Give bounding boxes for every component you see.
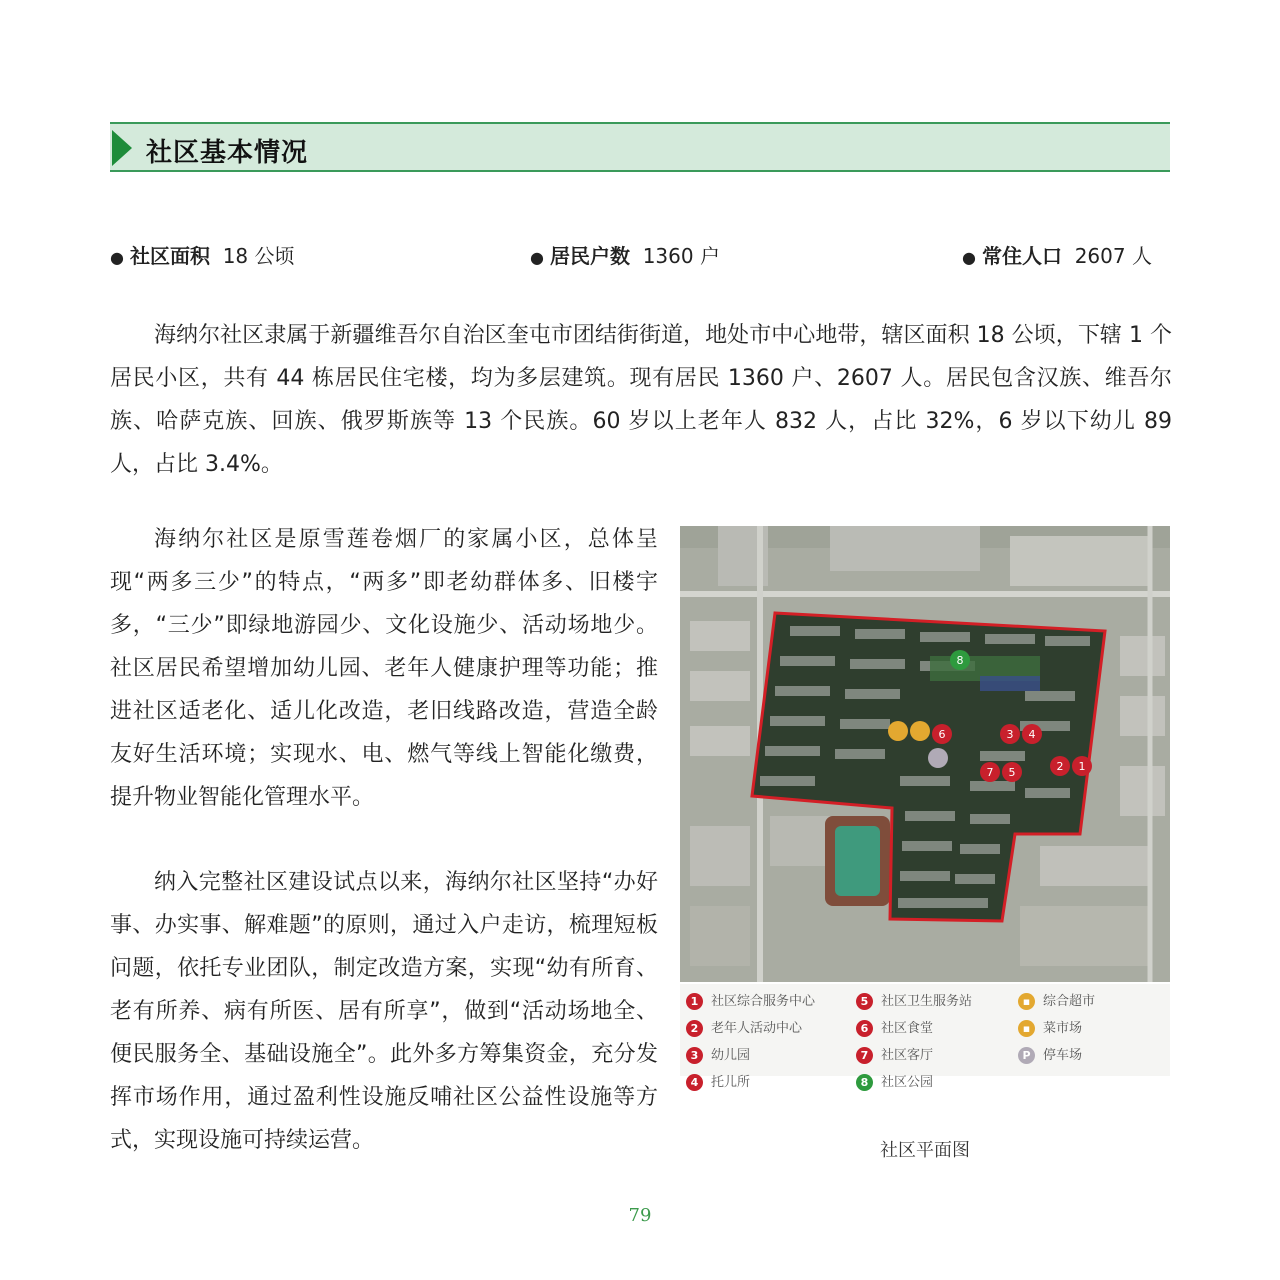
svg-text:8: 8 [956,654,964,667]
shop-icon: ▪ [1018,993,1035,1010]
intro-paragraph: 海纳尔社区隶属于新疆维吾尔自治区奎屯市团结街街道，地处市中心地带，辖区面积 18 公顷，下辖 1 个居民小区，共有 44 栋居民住宅楼，均为多层建筑。现有居民 1360 户、2607 人。居民包含汉族、维吾尔族、哈萨克族、回族、俄罗斯族等 13 个民族。60 岁以上老年人 832 人，占比 32%，6 岁以下幼儿 89 人，占比 3.4%。 [110,323,1172,477]
bullet-icon: ● [110,248,124,267]
legend-item: 5 社区卫生服务站 [856,990,972,1010]
section-header [110,122,1170,172]
section-title: 社区基本情况 [146,138,309,168]
chevron-right-icon [112,130,132,166]
svg-text:2: 2 [1056,760,1064,773]
bullet-icon: ● [962,248,976,267]
legend-item: 7 社区客厅 [856,1044,933,1064]
stat-area-value: 18 公顷 [222,244,295,268]
svg-text:7: 7 [986,766,994,779]
map-caption: 社区平面图 [880,1140,970,1161]
stat-households-label: 居民户数 [549,244,630,268]
svg-text:1: 1 [1078,760,1086,773]
legend-item: ▪ 菜市场 [1018,1017,1082,1037]
page-number: 79 [628,1205,652,1226]
stat-households [530,240,720,269]
legend-item: 2 老年人活动中心 [686,1017,802,1037]
features-paragraph: 海纳尔社区是原雪莲卷烟厂的家属小区，总体呈现“两多三少”的特点，“两多”即老幼群体多、旧楼宇多，“三少”即绿地游园少、文化设施少、活动场地少。社区居民希望增加幼儿园、老年人健康护理等功能；推进社区适老化、适儿化改造，老旧线路改造，营造全龄友好生活环境；实现水、电、燃气等线上智能化缴费，提升物业智能化管理水平。 [110,527,658,810]
svg-text:5: 5 [1008,766,1016,779]
stat-households-value: 1360 户 [642,244,720,268]
aerial-map-image [680,526,1170,982]
stat-population-value: 2607 人 [1074,244,1152,268]
stat-area [110,240,295,269]
parking-icon: P [1018,1047,1035,1064]
legend-item: P 停车场 [1018,1044,1082,1064]
legend-item: 1 社区综合服务中心 [686,990,815,1010]
legend-item: 4 托儿所 [686,1071,750,1091]
bullet-icon: ● [530,248,544,267]
progress-paragraph: 纳入完整社区建设试点以来，海纳尔社区坚持“办好事、办实事、解难题”的原则，通过入户走访，梳理短板问题，依托专业团队，制定改造方案，实现“幼有所育、老有所养、病有所医、居有所享”，做到“活动场地全、便民服务全、基础设施全”。此外多方筹集资金，充分发挥市场作用，通过盈利性设施反哺社区公益性设施等方式，实现设施可持续运营。 [110,870,658,1153]
legend-item: ▪ 综合超市 [1018,990,1095,1010]
map-legend [680,984,1170,1090]
market-icon: ▪ [1018,1020,1035,1037]
stat-population [962,240,1152,269]
legend-item: 8 社区公园 [856,1071,933,1091]
stat-area-label: 社区面积 [129,244,210,268]
svg-text:4: 4 [1028,728,1036,741]
legend-item: 3 幼儿园 [686,1044,750,1064]
legend-item: 6 社区食堂 [856,1017,933,1037]
svg-text:3: 3 [1006,728,1014,741]
svg-text:6: 6 [938,728,946,741]
stat-population-label: 常住人口 [981,244,1062,268]
community-map [680,526,1170,982]
